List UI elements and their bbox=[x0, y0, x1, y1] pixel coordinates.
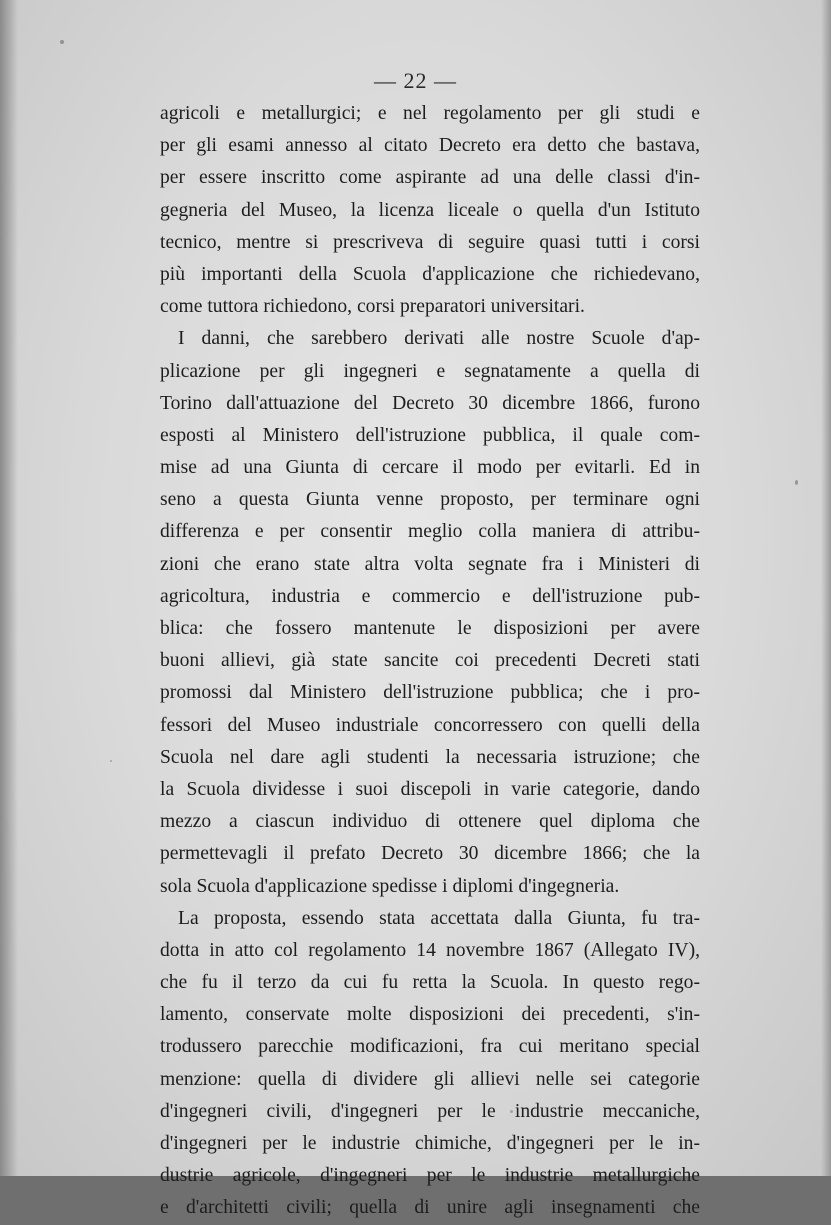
text-line: fessori del Museo industriale concorressero con quelli della bbox=[160, 714, 700, 736]
text-line: mise ad una Giunta di cercare il modo per evitarli. Ed in bbox=[160, 457, 700, 479]
text-line: menzione: quella di dividere gli allievi nelle sei categorie bbox=[160, 1068, 700, 1090]
paper-speck bbox=[510, 1110, 513, 1113]
text-line: plicazione per gli ingegneri e segnatamente a quella di bbox=[160, 360, 700, 382]
paper-speck bbox=[795, 480, 798, 485]
text-line: agricoltura, industria e commercio e dell'istruzione pub- bbox=[160, 585, 700, 607]
text-line: d'ingegneri per le industrie chimiche, d'ingegneri per le in- bbox=[160, 1133, 700, 1154]
page-shadow-right bbox=[821, 0, 831, 1176]
text-line: gegneria del Museo, la licenza liceale o quella d'un Istituto bbox=[160, 199, 700, 221]
paper-speck bbox=[110, 760, 112, 762]
paper-speck bbox=[60, 40, 64, 44]
text-line: d'ingegneri civili, d'ingegneri per le industrie meccaniche, bbox=[160, 1100, 700, 1122]
text-line: Scuola nel dare agli studenti la necessaria istruzione; che bbox=[160, 746, 700, 768]
body-text bbox=[160, 98, 700, 1225]
text-line: promossi dal Ministero dell'istruzione pubblica; che i pro- bbox=[160, 682, 700, 704]
text-line: che fu il terzo da cui fu retta la Scuola. In questo rego- bbox=[160, 972, 700, 994]
page-shadow-left bbox=[0, 0, 18, 1176]
text-line: Torino dall'attuazione del Decreto 30 dicembre 1866, furono bbox=[160, 392, 700, 414]
text-line: sola Scuola d'applicazione spedisse i diplomi d'ingegneria. bbox=[160, 875, 620, 897]
page-number: — 22 — bbox=[374, 68, 457, 93]
text-line: per gli esami annesso al citato Decreto era detto che bastava, bbox=[160, 135, 700, 157]
text-line: agricoli e metallurgici; e nel regolamento per gli studi e bbox=[160, 103, 700, 124]
text-line: lamento, conservate molte disposizioni dei precedenti, s'in- bbox=[160, 1004, 700, 1026]
text-line: blica: che fossero mantenute le disposizioni per avere bbox=[160, 618, 700, 639]
text-line: la Scuola dividesse i suoi discepoli in varie categorie, dando bbox=[160, 778, 700, 800]
text-line: dustrie agricole, d'ingegneri per le industrie metallurgiche bbox=[160, 1165, 700, 1187]
text-line: differenza e per consentir meglio colla maniera di attribu- bbox=[160, 521, 700, 543]
text-line: seno a questa Giunta venne proposto, per terminare ogni bbox=[160, 489, 700, 511]
text-line: esposti al Ministero dell'istruzione pubblica, il quale com- bbox=[160, 424, 700, 446]
text-line: permettevagli il prefato Decreto 30 dicembre 1866; che la bbox=[160, 843, 700, 865]
text-line: tecnico, mentre si prescriveva di seguire quasi tutti i corsi bbox=[160, 231, 700, 253]
text-line: come tuttora richiedono, corsi preparatori universitari. bbox=[160, 296, 585, 318]
text-line: più importanti della Scuola d'applicazione che richiedevano, bbox=[160, 263, 700, 285]
text-line: e d'architetti civili; quella di unire agli insegnamenti che bbox=[160, 1197, 700, 1219]
text-line: dotta in atto col regolamento 14 novembre 1867 (Allegato IV), bbox=[160, 939, 700, 961]
text-line: buoni allievi, già state sancite coi precedenti Decreti stati bbox=[160, 650, 700, 672]
text-line: mezzo a ciascun individuo di ottenere quel diploma che bbox=[160, 811, 700, 833]
text-line: La proposta, essendo stata accettata dalla Giunta, fu tra- bbox=[178, 907, 700, 929]
text-line: zioni che erano state altra volta segnate fra i Ministeri di bbox=[160, 553, 700, 575]
text-line: per essere inscritto come aspirante ad una delle classi d'in- bbox=[160, 167, 700, 189]
text-line: I danni, che sarebbero derivati alle nostre Scuole d'ap- bbox=[178, 328, 700, 350]
text-line: trodussero parecchie modificazioni, fra cui meritano special bbox=[160, 1036, 700, 1058]
